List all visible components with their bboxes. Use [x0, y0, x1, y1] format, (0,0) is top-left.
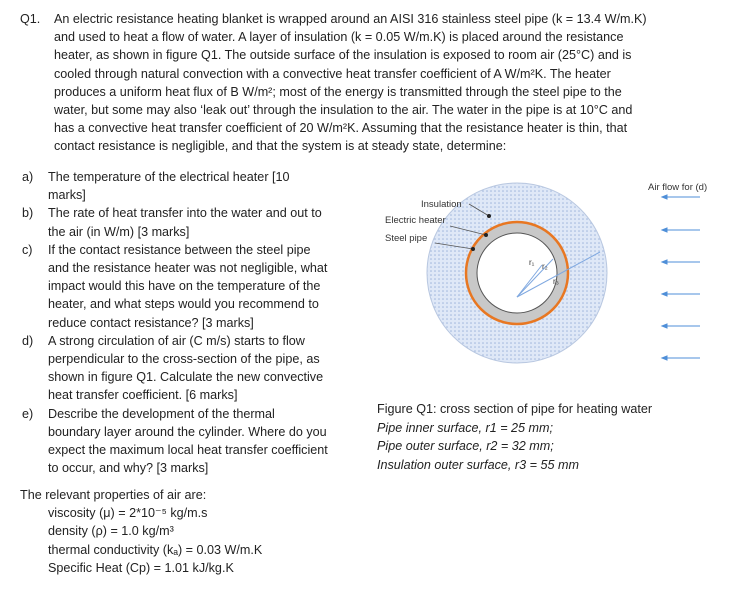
figure-caption-block — [377, 400, 652, 474]
question-line: cooled through natural convection with a convective heat transfer coefficient of A W/m²K. The heater — [54, 66, 611, 81]
part-line: perpendicular to the cross-section of the pipe, as — [48, 352, 320, 367]
part-label: e) — [22, 406, 34, 421]
part-d — [20, 332, 365, 405]
r3-label: r₃ — [553, 277, 559, 286]
part-line: boundary layer around the cylinder. Where do you — [48, 424, 327, 439]
figure-detail: Pipe inner surface, r1 = 25 mm; — [377, 420, 554, 435]
air-flow-label: Air flow for (d) — [648, 182, 708, 193]
insulation-marker — [487, 214, 491, 218]
question-line: water, but some may also ‘leak out’ through the insulation to the air. The water in the pipe is at 10°C and — [54, 103, 633, 118]
part-line: A strong circulation of air (C m/s) starts to flow — [48, 333, 305, 348]
insulation-label: Insulation — [421, 199, 462, 210]
question-line: heater, as shown in figure Q1. The outside surface of the insulation is exposed to room air (25°C) and is — [54, 48, 632, 63]
part-label: a) — [22, 170, 34, 184]
steel-pipe-label: Steel pipe — [385, 233, 428, 244]
air-arrow-head — [662, 292, 667, 296]
part-line: the air (in W/m) [3 marks] — [48, 224, 190, 239]
part-line: heat transfer coefficient. [6 marks] — [48, 388, 238, 403]
question-number: Q1. — [20, 12, 41, 26]
part-line: impact would this have on the temperature of the — [48, 279, 321, 294]
air-arrow-head — [662, 195, 667, 199]
r1-label: r₁ — [529, 258, 535, 267]
part-line: expect the maximum local heat transfer coefficient — [48, 443, 328, 458]
question-line: contact resistance is negligible, and that the system is at steady state, determine: — [54, 139, 507, 154]
heater-marker — [484, 233, 488, 237]
figure-detail: Pipe outer surface, r2 = 32 mm; — [377, 439, 554, 453]
water-region — [477, 233, 557, 313]
part-a — [20, 168, 365, 204]
property-item: density (ρ) = 1.0 kg/m³ — [48, 524, 174, 539]
part-line: heater, and what steps would you recommend to — [48, 297, 319, 312]
properties-heading: The relevant properties of air are: — [20, 488, 207, 502]
question-line: An electric resistance heating blanket is wrapped around an AISI 316 stainless steel pipe (k = 13.4 W/m.K) — [54, 12, 647, 26]
part-b — [20, 204, 365, 240]
question-line: produces a uniform heat flux of B W/m²; most of the energy is transmitted through the steel pipe to the — [54, 84, 622, 99]
air-properties — [20, 486, 262, 577]
air-arrow-head — [662, 228, 667, 232]
part-line: reduce contact resistance? [3 marks] — [48, 315, 254, 330]
r2-label: r₂ — [542, 262, 548, 271]
air-arrow-head — [662, 324, 667, 328]
part-line: The temperature of the electrical heater [10 — [48, 170, 290, 184]
parts-list — [20, 168, 365, 477]
part-c — [20, 241, 365, 332]
air-arrow-head — [662, 260, 667, 264]
part-line: to occur, and why? [3 marks] — [48, 461, 209, 476]
steel-pipe-marker — [471, 247, 475, 251]
part-e — [20, 405, 365, 478]
part-label: b) — [22, 206, 34, 221]
part-line: The rate of heat transfer into the water and out to — [48, 206, 322, 221]
part-line: marks] — [48, 188, 86, 203]
property-item: Specific Heat (Cp) = 1.01 kJ/kg.K — [48, 560, 234, 575]
part-label: d) — [22, 333, 34, 348]
part-label: c) — [22, 242, 33, 257]
part-line: If the contact resistance between the steel pipe — [48, 242, 311, 257]
question-block — [20, 10, 725, 156]
part-line: shown in figure Q1. Calculate the new convective — [48, 370, 324, 385]
property-item: viscosity (μ) = 2*10⁻⁵ kg/m.s — [48, 506, 208, 521]
question-line: and used to heat a flow of water. A layer of insulation (k = 0.05 W/m.K) is placed around the resistance — [54, 30, 624, 45]
property-item: thermal conductivity (kₐ) = 0.03 W/m.K — [48, 542, 263, 557]
figure-caption: Figure Q1: cross section of pipe for heating water — [377, 402, 653, 416]
electric-heater-label: Electric heater — [385, 215, 446, 226]
part-line: Describe the development of the thermal — [48, 406, 275, 421]
air-arrow-head — [662, 356, 667, 360]
figure-detail: Insulation outer surface, r3 = 55 mm — [377, 457, 579, 472]
air-flow-arrows — [662, 195, 700, 360]
question-line: has a convective heat transfer coefficient of 20 W/m²K. Assuming that the resistance heater is thin, that — [54, 121, 628, 136]
pipe-cross-section-figure — [370, 170, 730, 395]
part-line: and the resistance heater was not negligible, what — [48, 261, 328, 276]
